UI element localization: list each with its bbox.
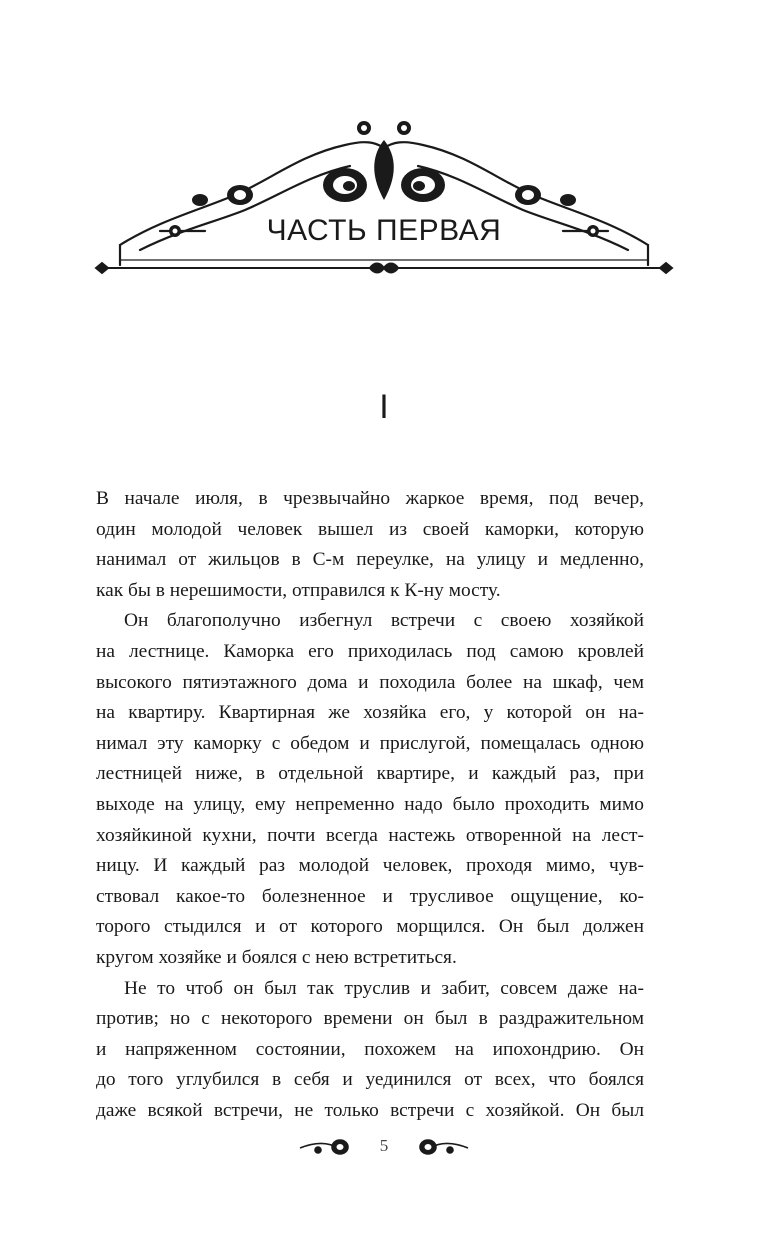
text-line: лестницей ниже, в отдельной квартире, и каждый раз, при	[96, 763, 644, 785]
body-text	[96, 484, 644, 1126]
ornament-center-leaf	[374, 140, 394, 200]
text-line: нанимал от жильцов в С-м переулке, на улицу и медленно,	[96, 549, 644, 571]
paragraph-3	[96, 974, 644, 1127]
text-line: хозяйкиной кухни, почти всегда настежь отворенной на лест-	[96, 824, 644, 846]
text-line: ницу. И каждый раз молодой человек, проходя мимо, чув-	[96, 855, 644, 877]
text-line: ствовал какое-то болезненное и трусливое ощущение, ко-	[96, 885, 644, 907]
text-line: против; но с некоторого времени он был в раздражительном	[96, 1008, 644, 1030]
text-line: В начале июля, в чрезвычайно жаркое время, под вечер,	[96, 488, 644, 509]
text-line: до того углубился в себя и уединился от всех, что боялся	[96, 1069, 644, 1091]
paragraph-1	[96, 484, 644, 606]
text-line: высокого пятиэтажного дома и походила более на шкаф, чем	[96, 671, 644, 693]
text-line: нимал эту каморку с обедом и прислугой, помещалась одною	[96, 732, 644, 754]
text-line: на квартиру. Квартирная же хозяйка его, у которой он на-	[96, 702, 644, 724]
page-number: 5	[379, 1136, 389, 1155]
text-line: один молодой человек вышел из своей каморки, которую	[96, 518, 644, 540]
header-ornament	[0, 100, 768, 290]
text-line: даже всякой встречи, не только встречи с хозяйкой. Он был	[96, 1099, 644, 1121]
chapter-number: I	[379, 388, 389, 426]
text-line: и напряженном состоянии, похожем на ипохондрию. Он	[96, 1038, 644, 1060]
part-title: ЧАСТЬ ПЕРВАЯ	[266, 214, 502, 247]
text-line: выходе на улицу, ему непременно надо было проходить мимо	[96, 793, 644, 815]
text-line: на лестнице. Каморка его приходилась под самою кровлей	[96, 640, 644, 662]
text-line: кругом хозяйке и боялся с нею встретиться.	[96, 946, 457, 968]
paragraph-2	[96, 606, 644, 973]
text-line: торого стыдился и от которого морщился. Он был должен	[96, 916, 644, 938]
text-line: Он благополучно избегнул встречи с своею хозяйкой	[124, 610, 644, 632]
text-line: как бы в нерешимости, отправился к К-ну мосту.	[96, 579, 501, 601]
text-line: Не то чтоб он был так труслив и забит, совсем даже на-	[124, 977, 644, 999]
